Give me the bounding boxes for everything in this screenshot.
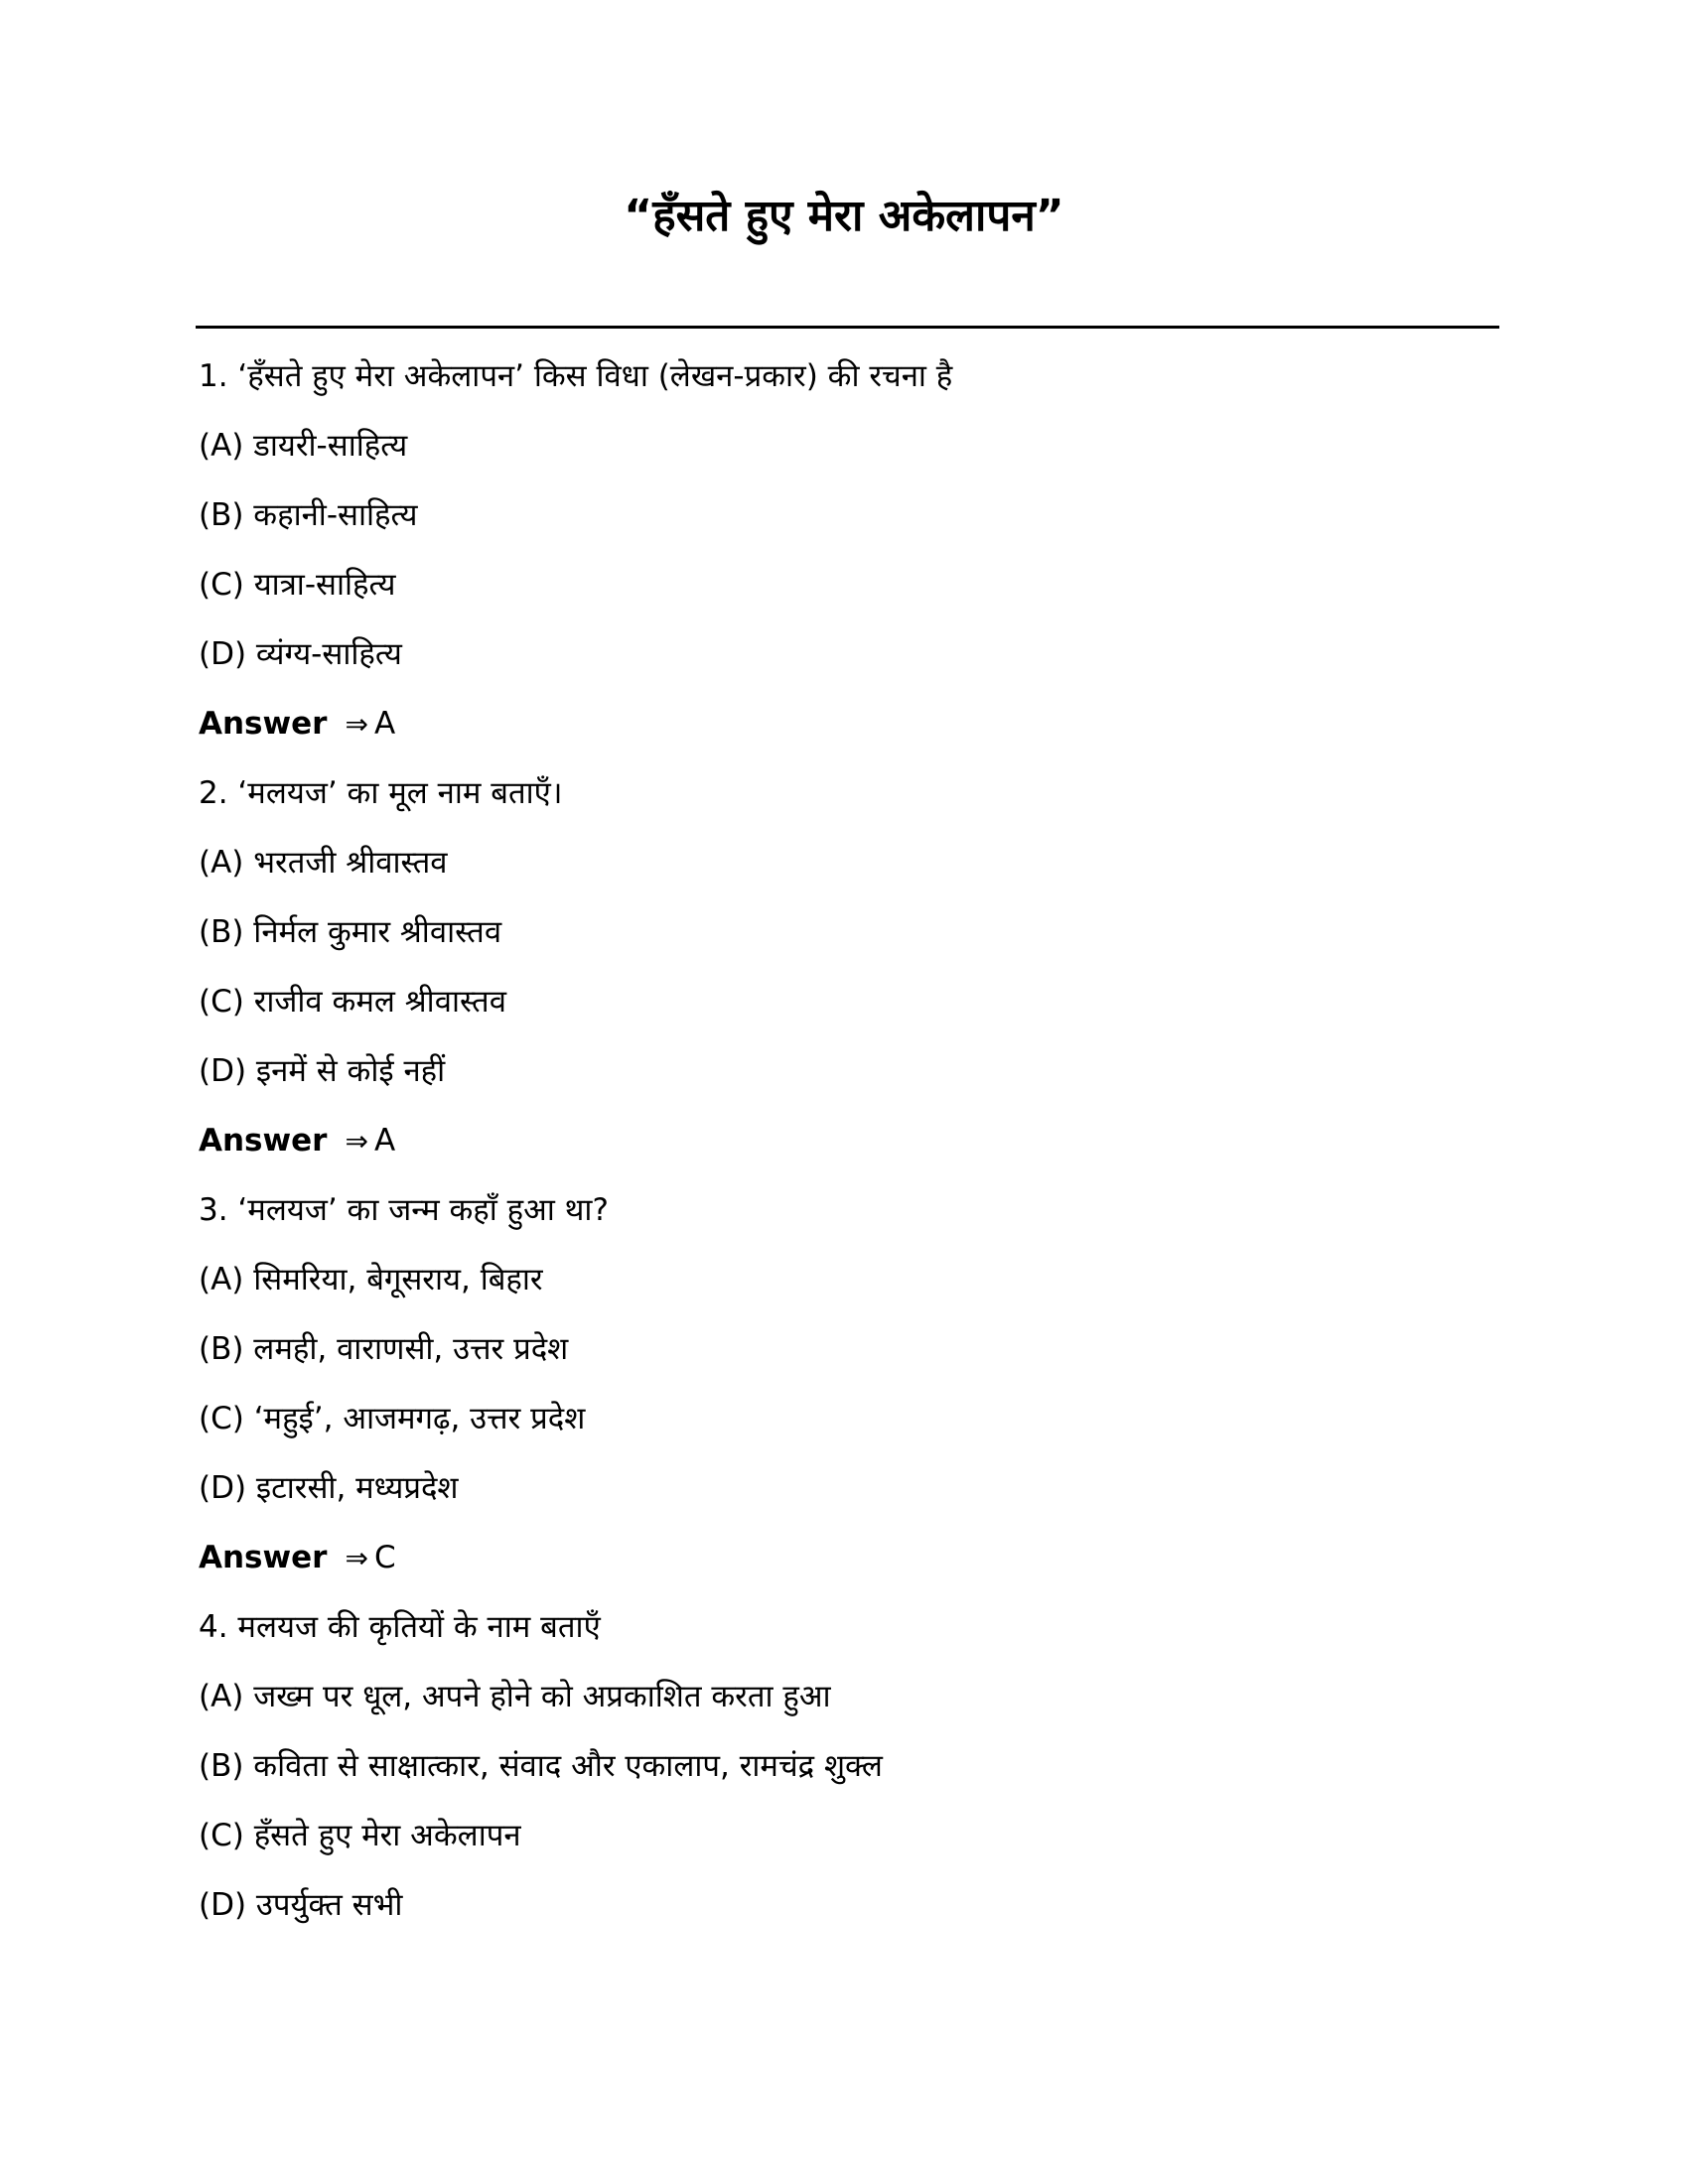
option-c: (C) यात्रा-साहित्य bbox=[199, 567, 396, 603]
option-d: (D) इनमें से कोई नहीं bbox=[199, 1053, 446, 1089]
question-text: 2. ‘मलयज’ का मूल नाम बताएँ। bbox=[199, 775, 563, 811]
answer-row bbox=[199, 1110, 1509, 1179]
answer-value: A bbox=[373, 1123, 396, 1159]
option-c: (C) ‘महुई’, आजमगढ़, उत्तर प्रदेश bbox=[199, 1401, 586, 1436]
option-b: (B) कहानी-साहित्य bbox=[199, 497, 418, 533]
implies-arrow-icon: ⇒ bbox=[345, 1125, 368, 1158]
option-b: (B) कविता से साक्षात्कार, संवाद और एकालाप, रामचंद्र शुक्ल bbox=[199, 1748, 883, 1784]
question-list bbox=[199, 345, 1509, 1944]
option-b: (B) लमही, वाराणसी, उत्तर प्रदेश bbox=[199, 1331, 569, 1367]
implies-arrow-icon: ⇒ bbox=[345, 1542, 368, 1574]
answer-value: A bbox=[373, 706, 396, 742]
option-b: (B) निर्मल कुमार श्रीवास्तव bbox=[199, 914, 502, 950]
question-text: 3. ‘मलयज’ का जन्म कहाँ हुआ था? bbox=[199, 1192, 609, 1228]
option-a: (A) भरतजी श्रीवास्तव bbox=[199, 845, 448, 881]
question-text: 4. मलयज की कृतियों के नाम बताएँ bbox=[199, 1609, 601, 1645]
option-d: (D) उपर्युक्त सभी bbox=[199, 1887, 403, 1923]
option-a: (A) जख्म पर धूल, अपने होने को अप्रकाशित करता हुआ bbox=[199, 1679, 831, 1714]
page-title: “हँसते हुए मेरा अकेलापन” bbox=[624, 191, 1064, 241]
answer-row bbox=[199, 693, 1509, 762]
implies-arrow-icon: ⇒ bbox=[345, 708, 368, 741]
question-text: 1. ‘हँसते हुए मेरा अकेलापन’ किस विधा (लेखन-प्रकार) की रचना है bbox=[199, 358, 953, 394]
answer-label: Answer bbox=[199, 1123, 328, 1159]
option-a: (A) सिमरिया, बेगूसराय, बिहार bbox=[199, 1262, 543, 1297]
option-d: (D) व्यंग्य-साहित्य bbox=[199, 636, 402, 672]
answer-label: Answer bbox=[199, 1540, 328, 1575]
option-c: (C) राजीव कमल श्रीवास्तव bbox=[199, 984, 506, 1020]
option-d: (D) इटारसी, मध्यप्रदेश bbox=[199, 1470, 459, 1506]
title-divider bbox=[196, 326, 1499, 329]
option-a: (A) डायरी-साहित्य bbox=[199, 428, 408, 464]
answer-value: C bbox=[373, 1540, 396, 1575]
answer-label: Answer bbox=[199, 706, 328, 742]
answer-row bbox=[199, 1527, 1509, 1596]
option-c: (C) हँसते हुए मेरा अकेलापन bbox=[199, 1818, 521, 1853]
